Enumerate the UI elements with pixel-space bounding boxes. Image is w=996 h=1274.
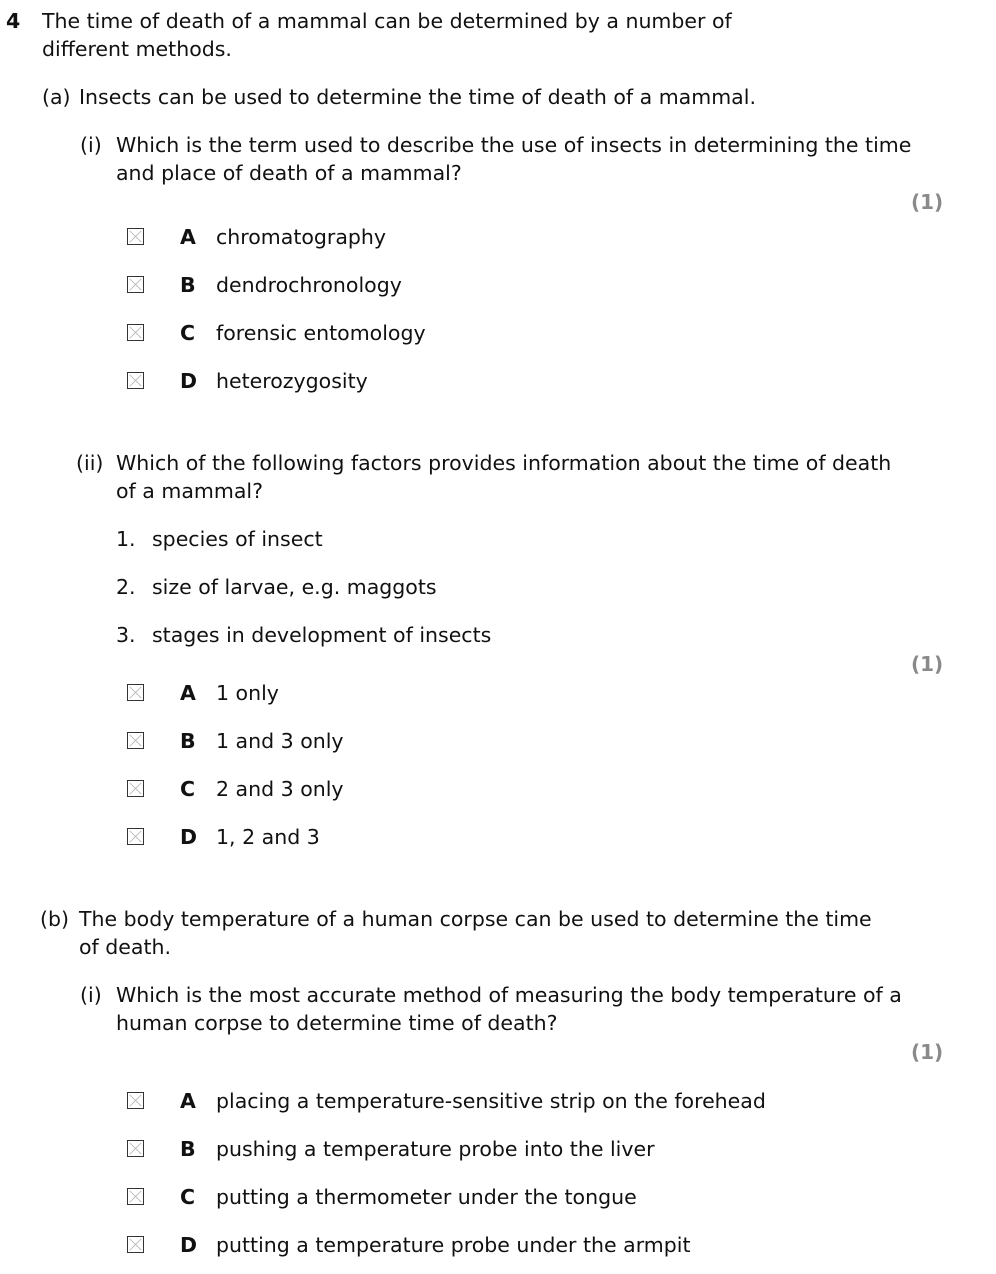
answer-checkbox[interactable] [127,324,144,341]
option-letter: A [180,1089,196,1113]
option-text: 2 and 3 only [216,777,344,801]
option-letter: B [180,729,196,753]
factor-text: size of larvae, e.g. maggots [152,575,437,599]
answer-checkbox[interactable] [127,228,144,245]
option-letter: B [180,1137,196,1161]
option-letter: C [180,321,196,345]
factor-number: 3. [116,623,136,647]
part-a-ii-marks: (1) [911,652,944,676]
part-a-i-line1: Which is the term used to describe the use of insects in determining the time [116,133,912,157]
part-a-text: Insects can be used to determine the time of death of a mammal. [79,85,756,109]
factor-number: 1. [116,527,136,551]
option-text: chromatography [216,225,387,249]
part-b-line1: The body temperature of a human corpse can be used to determine the time [79,907,872,931]
answer-checkbox[interactable] [127,684,144,701]
option-letter: D [180,1233,198,1257]
answer-checkbox[interactable] [127,1188,144,1205]
part-a-i-line2: and place of death of a mammal? [116,161,462,185]
question-stem-line1: The time of death of a mammal can be determined by a number of [42,9,732,33]
part-a-ii-line2: of a mammal? [116,479,263,503]
factor-number: 2. [116,575,136,599]
answer-checkbox[interactable] [127,732,144,749]
option-text: putting a thermometer under the tongue [216,1185,637,1209]
option-letter: D [180,369,198,393]
factor-text: species of insect [152,527,323,551]
option-text: heterozygosity [216,369,368,393]
part-b-label: (b) [40,907,70,931]
answer-checkbox[interactable] [127,1236,144,1253]
option-text: dendrochronology [216,273,402,297]
part-b-line2: of death. [79,935,172,959]
part-a-ii-line1: Which of the following factors provides information about the time of death [116,451,892,475]
part-a-label: (a) [42,85,71,109]
option-letter: B [180,273,196,297]
option-letter: A [180,681,196,705]
option-letter: A [180,225,196,249]
answer-checkbox[interactable] [127,1140,144,1157]
option-text: pushing a temperature probe into the liver [216,1137,655,1161]
option-letter: C [180,1185,196,1209]
factor-text: stages in development of insects [152,623,492,647]
part-a-i-marks: (1) [911,190,944,214]
option-text: 1, 2 and 3 [216,825,320,849]
question-number: 4 [6,9,21,33]
answer-checkbox[interactable] [127,372,144,389]
part-b-i-label: (i) [80,983,102,1007]
option-letter: C [180,777,196,801]
question-stem-line2: different methods. [42,37,232,61]
option-text: placing a temperature-sensitive strip on the forehead [216,1089,766,1113]
option-text: 1 only [216,681,279,705]
option-letter: D [180,825,198,849]
part-a-ii-label: (ii) [76,451,104,475]
answer-checkbox[interactable] [127,828,144,845]
part-b-i-line1: Which is the most accurate method of measuring the body temperature of a [116,983,902,1007]
option-text: forensic entomology [216,321,426,345]
answer-checkbox[interactable] [127,1092,144,1109]
option-text: putting a temperature probe under the armpit [216,1233,691,1257]
part-b-i-marks: (1) [911,1040,944,1064]
part-a-i-label: (i) [80,133,102,157]
part-b-i-line2: human corpse to determine time of death? [116,1011,558,1035]
answer-checkbox[interactable] [127,780,144,797]
option-text: 1 and 3 only [216,729,344,753]
answer-checkbox[interactable] [127,276,144,293]
